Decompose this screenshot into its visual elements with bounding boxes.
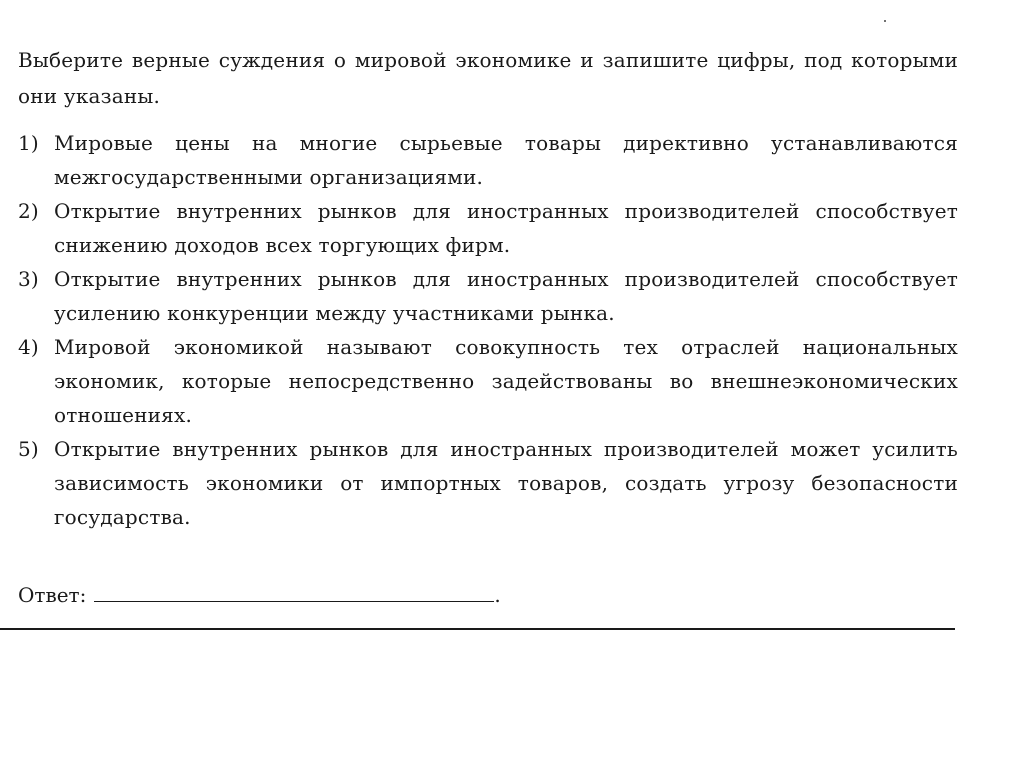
statement-text: Мировые цены на многие сырьевые товары директивно устанавливаются межгосударственными организациями.: [54, 131, 958, 189]
statement-item: [18, 194, 958, 262]
statement-text: Открытие внутренних рынков для иностранных производителей способствует снижению доходов всех торгующих фирм.: [54, 199, 958, 257]
statement-number: 5): [18, 437, 39, 461]
statement-item: [18, 126, 958, 194]
statement-text: Открытие внутренних рынков для иностранных производителей может усилить зависимость экономики от импортных товаров, создать угрозу безопасности государства.: [54, 437, 958, 529]
task-instruction: Выберите верные суждения о мировой экономике и запишите цифры, под которыми они указаны.: [18, 48, 958, 108]
answer-row: [18, 578, 501, 612]
answer-terminator: .: [494, 583, 501, 607]
statement-number: 2): [18, 199, 39, 223]
answer-label: Ответ:: [18, 583, 87, 607]
answer-blank-line[interactable]: [94, 581, 494, 602]
statement-item: [18, 330, 958, 432]
bottom-divider: [0, 628, 955, 630]
statement-item: [18, 432, 958, 534]
statement-number: 3): [18, 267, 39, 291]
statement-number: 4): [18, 335, 39, 359]
statement-text: Мировой экономикой называют совокупность тех отраслей национальных экономик, которые непосредственно задействованы во внешнеэкономических отношениях.: [54, 335, 958, 427]
statement-text: Открытие внутренних рынков для иностранных производителей способствует усилению конкуренции между участниками рынка.: [54, 267, 958, 325]
statement-item: [18, 262, 958, 330]
statement-number: 1): [18, 131, 39, 155]
scan-speck: [884, 20, 886, 22]
statement-list: [18, 126, 958, 534]
